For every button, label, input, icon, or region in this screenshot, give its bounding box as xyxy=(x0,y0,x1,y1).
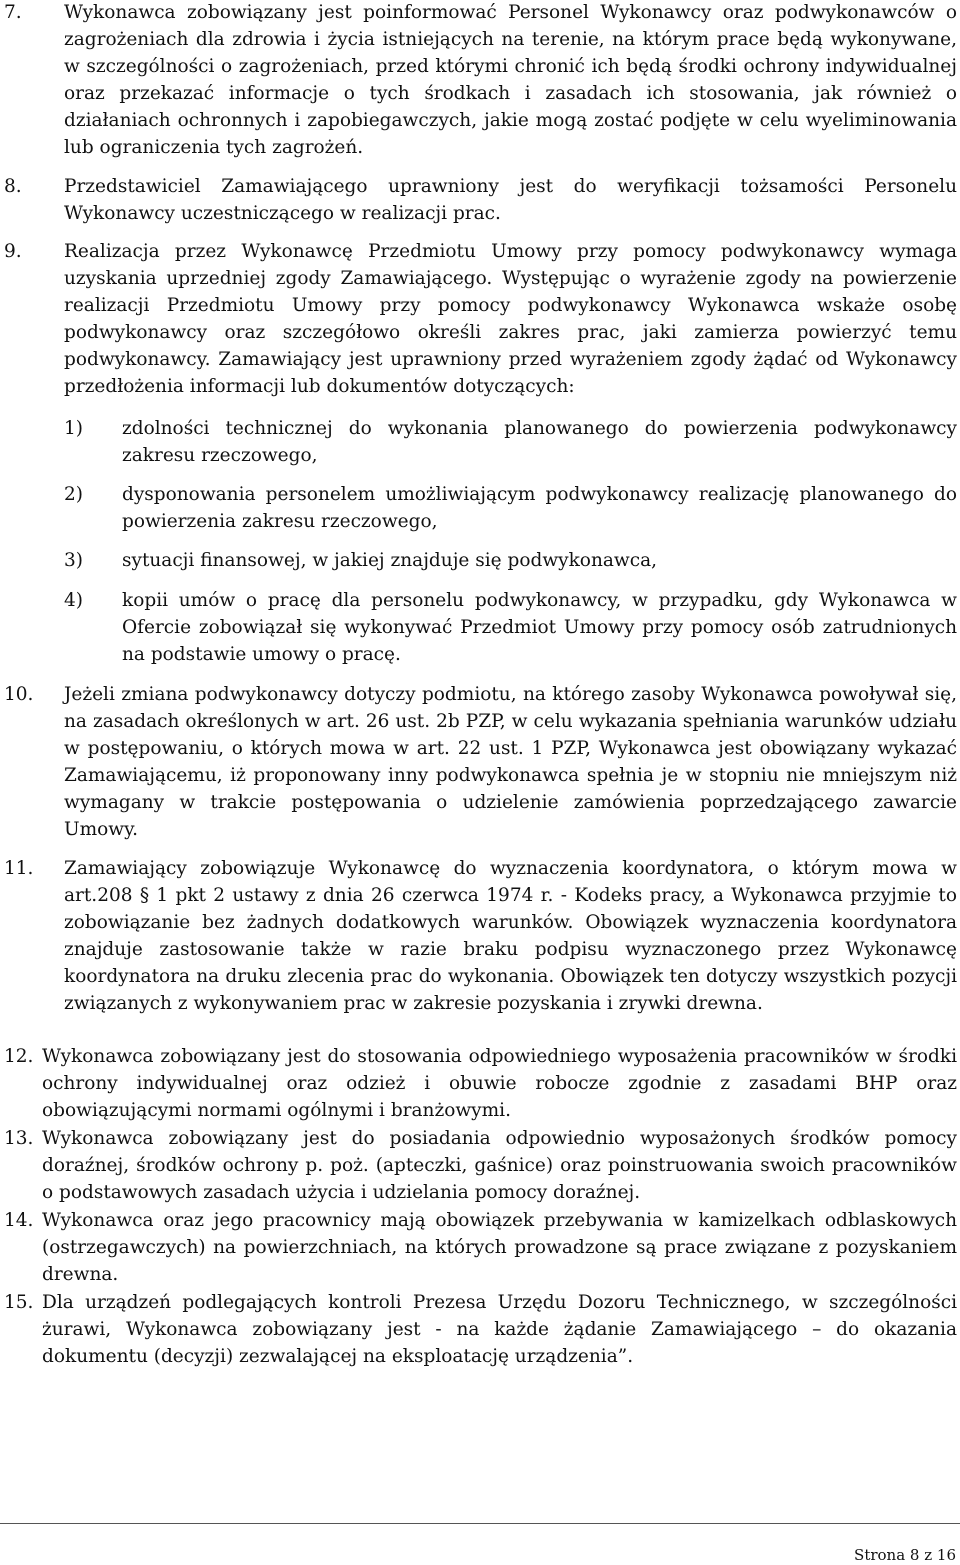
point-7-text: Wykonawca zobowiązany jest poinformować Personel Wykonawcy oraz podwykonawców o zagrożeniach dla zdrowia i życia istniejących na terenie, na którym prace będą wykonywane, w szczególności o zagrożeniach, przed którymi chronić ich będą środki ochrony indywidualnej oraz przekazać informacje o tych środkach i zasadach ich stosowania, jak również o działaniach ochronnych i zapobiegawczych, jakie mogą zostać podjęte w celu wyeliminowania lub ograniczenia tych zagrożeń. xyxy=(64,2,957,158)
point-number: 13. xyxy=(4,1128,34,1149)
subitem-number: 1) xyxy=(64,418,83,439)
page-number: Strona 8 z 16 xyxy=(854,1546,956,1564)
point-number: 15. xyxy=(4,1292,34,1313)
subitem-number: 2) xyxy=(64,484,83,505)
point-9-text: Realizacja przez Wykonawcę Przedmiotu Umowy przy pomocy podwykonawcy wymaga uzyskania uprzedniej zgody Zamawiającego. Występując o wyrażenie zgody na powierzenie realizacji Przedmiotu Umowy przy pomocy podwykonawcy Wykonawca wskaże osobę podwykonawcy oraz szczegółowo określi zakres prac, jaki zamierza powierzyć temu podwykonawcy. Zamawiający jest uprawniony przed wyrażeniem zgody żądać od Wykonawcy przedłożenia informacji lub dokumentów dotyczących: xyxy=(64,241,957,397)
point-number: 9. xyxy=(4,241,22,262)
subitem-1-text: zdolności technicznej do wykonania planowanego do powierzenia podwykonawcy zakresu rzeczowego, xyxy=(122,418,957,466)
point-number: 8. xyxy=(4,176,22,197)
point-8-text: Przedstawiciel Zamawiającego uprawniony jest do weryfikacji tożsamości Personelu Wykonawcy uczestniczącego w realizacji prac. xyxy=(64,176,957,224)
point-12-text: Wykonawca zobowiązany jest do stosowania odpowiedniego wyposażenia pracowników w środki ochrony indywidualnej oraz odzież i obuwie robocze zgodnie z zasadami BHP oraz obowiązującymi normami ogólnymi i branżowymi. xyxy=(42,1046,957,1121)
subitem-2-text: dysponowania personelem umożliwiającym podwykonawcy realizację planowanego do powierzenia zakresu rzeczowego, xyxy=(122,484,957,532)
point-11-text: Zamawiający zobowiązuje Wykonawcę do wyznaczenia koordynatora, o którym mowa w art.208 § 1 pkt 2 ustawy z dnia 26 czerwca 1974 r. - Kodeks pracy, a Wykonawca przyjmie to zobowiązanie bez żadnych dodatkowych warunków. Obowiązek wyznaczenia koordynatora znajduje zastosowanie także w razie braku podpisu wyznaczonego przez Wykonawcę koordynatora na druku zlecenia prac do wykonania. Obowiązek ten dotyczy wszystkich pozycji związanych z wykonywaniem prac w zakresie pozyskania i zrywki drewna. xyxy=(64,858,957,1014)
point-14-text: Wykonawca oraz jego pracownicy mają obowiązek przebywania w kamizelkach odblaskowych (ostrzegawczych) na powierzchniach, na których prowadzone są prace związane z pozyskaniem drewna. xyxy=(42,1210,957,1285)
subitem-number: 4) xyxy=(64,590,83,611)
point-10-text: Jeżeli zmiana podwykonawcy dotyczy podmiotu, na którego zasoby Wykonawca powoływał się, na zasadach określonych w art. 26 ust. 2b PZP, w celu wykazania spełniania warunków udziału w postępowaniu, o których mowa w art. 22 ust. 1 PZP, Wykonawca jest obowiązany wykazać Zamawiającemu, iż proponowany inny podwykonawca spełnia je w stopniu nie mniejszym niż wymagany w trakcie postępowania o udzielenie zamówienia poprzedzającego zawarcie Umowy. xyxy=(64,684,957,840)
point-number: 12. xyxy=(4,1046,34,1067)
point-number: 7. xyxy=(4,2,22,23)
point-15-text: Dla urządzeń podlegających kontroli Prezesa Urzędu Dozoru Technicznego, w szczególności żurawi, Wykonawca zobowiązany jest - na każde żądanie Zamawiającego – do okazania dokumentu (decyzji) zezwalającej na eksploatację urządzenia”. xyxy=(42,1292,957,1367)
point-number: 11. xyxy=(4,858,34,879)
subitem-3-text: sytuacji finansowej, w jakiej znajduje się podwykonawca, xyxy=(122,550,658,571)
footer-divider xyxy=(0,1523,960,1524)
subitem-4-text: kopii umów o pracę dla personelu podwykonawcy, w przypadku, gdy Wykonawca w Ofercie zobowiązał się wykonywać Przedmiot Umowy przy pomocy osób zatrudnionych na podstawie umowy o pracę. xyxy=(122,590,957,665)
point-number: 10. xyxy=(4,684,34,705)
subitem-number: 3) xyxy=(64,550,83,571)
point-13-text: Wykonawca zobowiązany jest do posiadania odpowiednio wyposażonych środków pomocy doraźnej, środków ochrony p. poż. (apteczki, gaśnice) oraz poinstruowania swoich pracowników o podstawowych zasadach użycia i udzielania pomocy doraźnej. xyxy=(42,1128,957,1203)
point-number: 14. xyxy=(4,1210,34,1231)
